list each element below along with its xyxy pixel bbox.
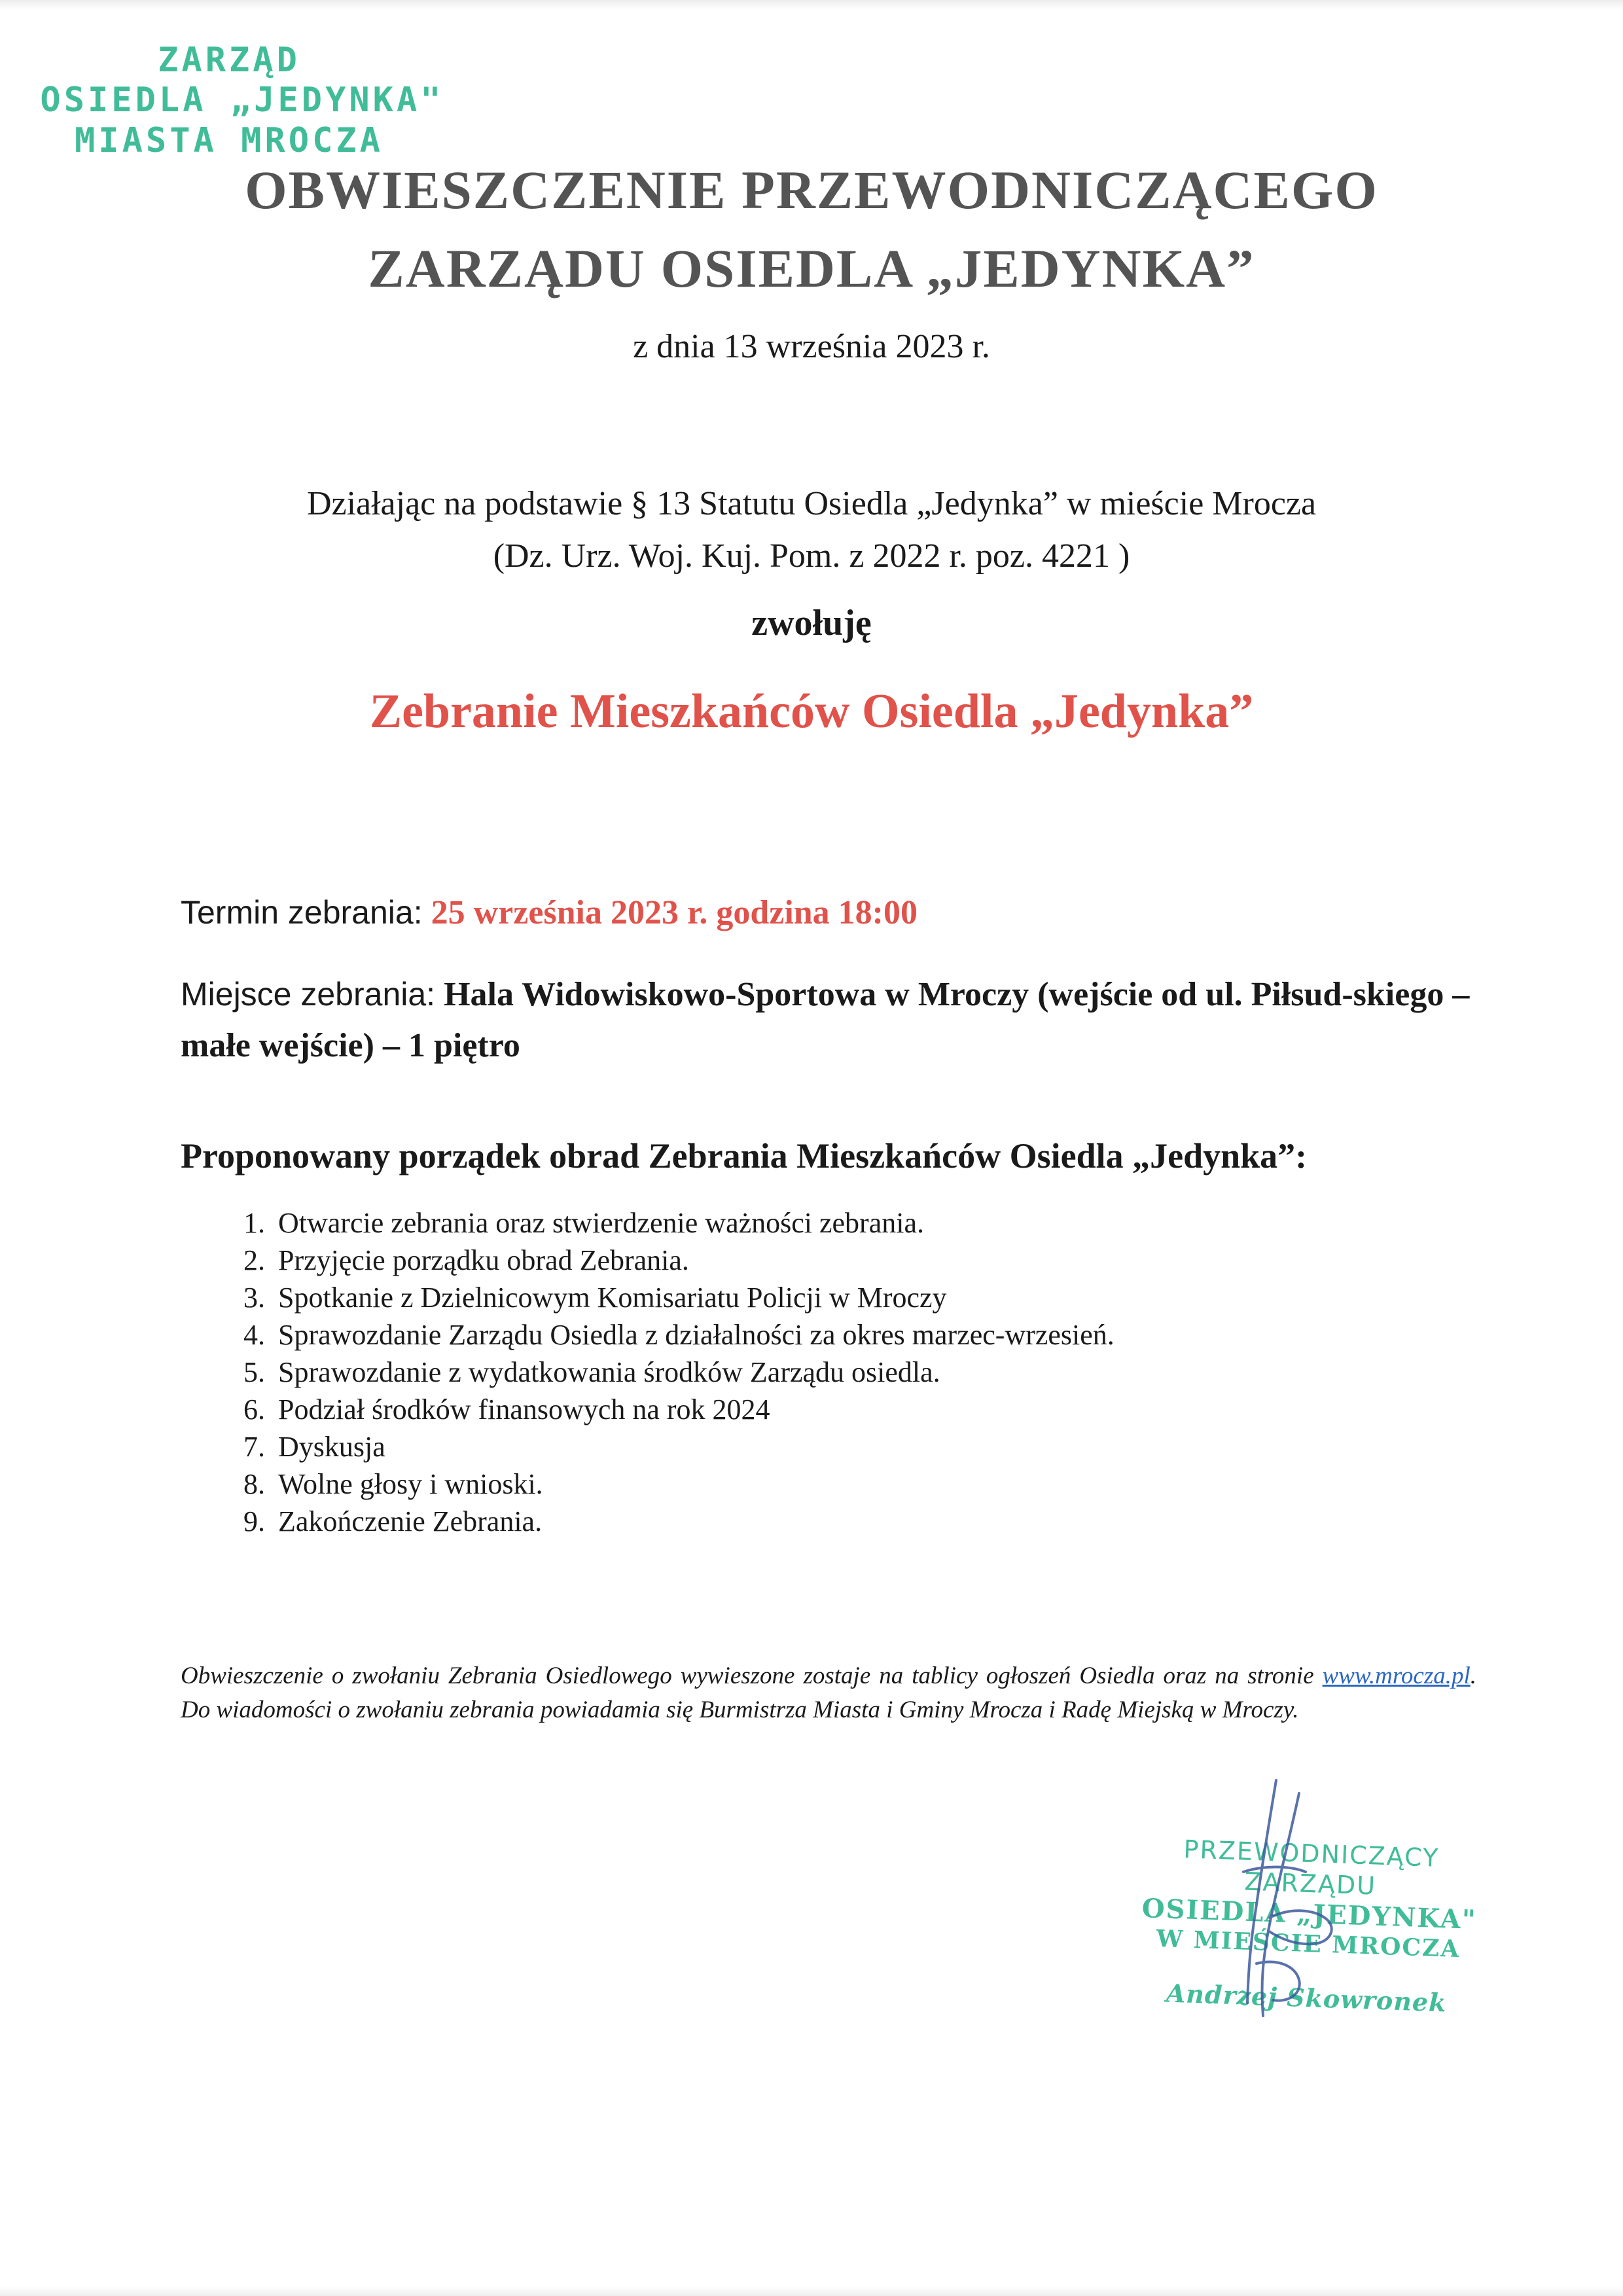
meeting-name: Zebranie Mieszkańców Osiedla „Jedynka” (369, 685, 1254, 738)
legal-basis (0, 478, 1623, 583)
agenda-item (209, 1204, 1322, 1242)
agenda-item (209, 1428, 1322, 1465)
agenda-item-text: Spotkanie z Dzielnicowym Komisariatu Policji w Mroczy (278, 1282, 947, 1314)
document-date: z dnia 13 września 2023 r. (633, 328, 990, 365)
meeting-place (181, 969, 1476, 1071)
agenda-item (209, 1316, 1322, 1354)
agenda-item (209, 1465, 1322, 1503)
office-stamp-line2: OSIEDLA „JEDYNKA" (40, 81, 444, 120)
agenda-item (209, 1279, 1322, 1316)
agenda-item-text: Dyskusja (278, 1431, 385, 1463)
document-title-line1: OBWIESZCZENIE PRZEWODNICZĄCEGO (245, 160, 1378, 220)
document-title (0, 151, 1623, 308)
agenda-item-text: Otwarcie zebrania oraz stwierdzenie ważności zebrania. (278, 1207, 924, 1239)
meeting-term-label: Termin zebrania: (181, 894, 423, 931)
agenda-list (209, 1204, 1322, 1540)
publication-note-part1: Obwieszczenie o zwołaniu Zebrania Osiedlowego wywieszone zostaje na tablicy ogłoszeń Osiedla oraz na stronie (181, 1662, 1314, 1689)
chair-stamp-line1: PRZEWODNICZĄCY ZARZĄDU (1183, 1835, 1440, 1901)
agenda-item-text: Przyjęcie porządku obrad Zebrania. (278, 1244, 689, 1276)
agenda-item-number: 8. (243, 1468, 265, 1500)
meeting-term-value: 25 września 2023 r. godzina 18:00 (431, 894, 918, 931)
agenda-item-number: 5. (243, 1356, 265, 1388)
agenda-item-number: 6. (243, 1393, 265, 1426)
agenda-item-number: 2. (243, 1244, 265, 1276)
legal-basis-line2: (Dz. Urz. Woj. Kuj. Pom. z 2022 r. poz. 4221 ) (493, 537, 1130, 575)
publication-note (181, 1659, 1476, 1727)
meeting-term (181, 893, 1457, 932)
agenda-item (209, 1354, 1322, 1391)
document-title-line2: ZARZĄDU OSIEDLA „JEDYNKA” (368, 238, 1255, 298)
agenda-item-text: Wolne głosy i wnioski. (278, 1468, 543, 1500)
agenda-heading: Proponowany porządek obrad Zebrania Mieszkańców Osiedla „Jedynka”: (181, 1136, 1308, 1175)
agenda-item-text: Sprawozdanie z wydatkowania środków Zarządu osiedla. (278, 1356, 940, 1388)
scan-edge-bottom (0, 2287, 1623, 2296)
chair-stamp-name: Andrzej Skowronek (1166, 1978, 1448, 2018)
chair-stamp-line3: W MIEŚCIE MROCZA (1156, 1925, 1461, 1964)
agenda-item-text: Sprawozdanie Zarządu Osiedla z działalności za okres marzec-wrzesień. (278, 1319, 1115, 1351)
scan-edge-top (0, 0, 1623, 9)
meeting-place-value: Hala Widowiskowo-Sportowa w Mroczy (wejście od ul. Piłsud-skiego – małe wejście) – 1 piętro (181, 976, 1470, 1064)
chair-stamp-line2: OSIEDLA „JEDYNKA" (1141, 1893, 1478, 1936)
agenda-item-text: Podział środków finansowych na rok 2024 (278, 1393, 770, 1426)
convene-verb: zwołuję (751, 603, 872, 643)
agenda-item-number: 9. (243, 1505, 265, 1537)
legal-basis-line1: Działając na podstawie § 13 Statutu Osiedla „Jedynka” w mieście Mrocza (306, 485, 1317, 522)
office-stamp-line1: ZARZĄD (158, 41, 300, 80)
agenda-item-number: 4. (243, 1319, 265, 1351)
agenda-item-number: 3. (243, 1282, 265, 1314)
agenda-item-text: Zakończenie Zebrania. (278, 1505, 543, 1537)
publication-note-part2: . Do wiadomości o zwołaniu zebrania powiadamia się Burmistrza Miasta i Gminy Mrocza i Radę Miejską w Mroczy. (181, 1662, 1476, 1723)
agenda-item-number: 7. (243, 1431, 265, 1463)
agenda-item-number: 1. (243, 1207, 265, 1239)
handwritten-signature (1165, 1767, 1387, 2029)
agenda-item (209, 1503, 1322, 1540)
website-link[interactable]: www.mrocza.pl (1322, 1662, 1471, 1689)
meeting-place-label: Miejsce zebrania: (181, 976, 436, 1013)
agenda-item (209, 1242, 1322, 1279)
office-stamp-line3: MIASTA MROCZA (75, 120, 383, 160)
office-stamp (39, 41, 445, 161)
agenda-item (209, 1391, 1322, 1428)
